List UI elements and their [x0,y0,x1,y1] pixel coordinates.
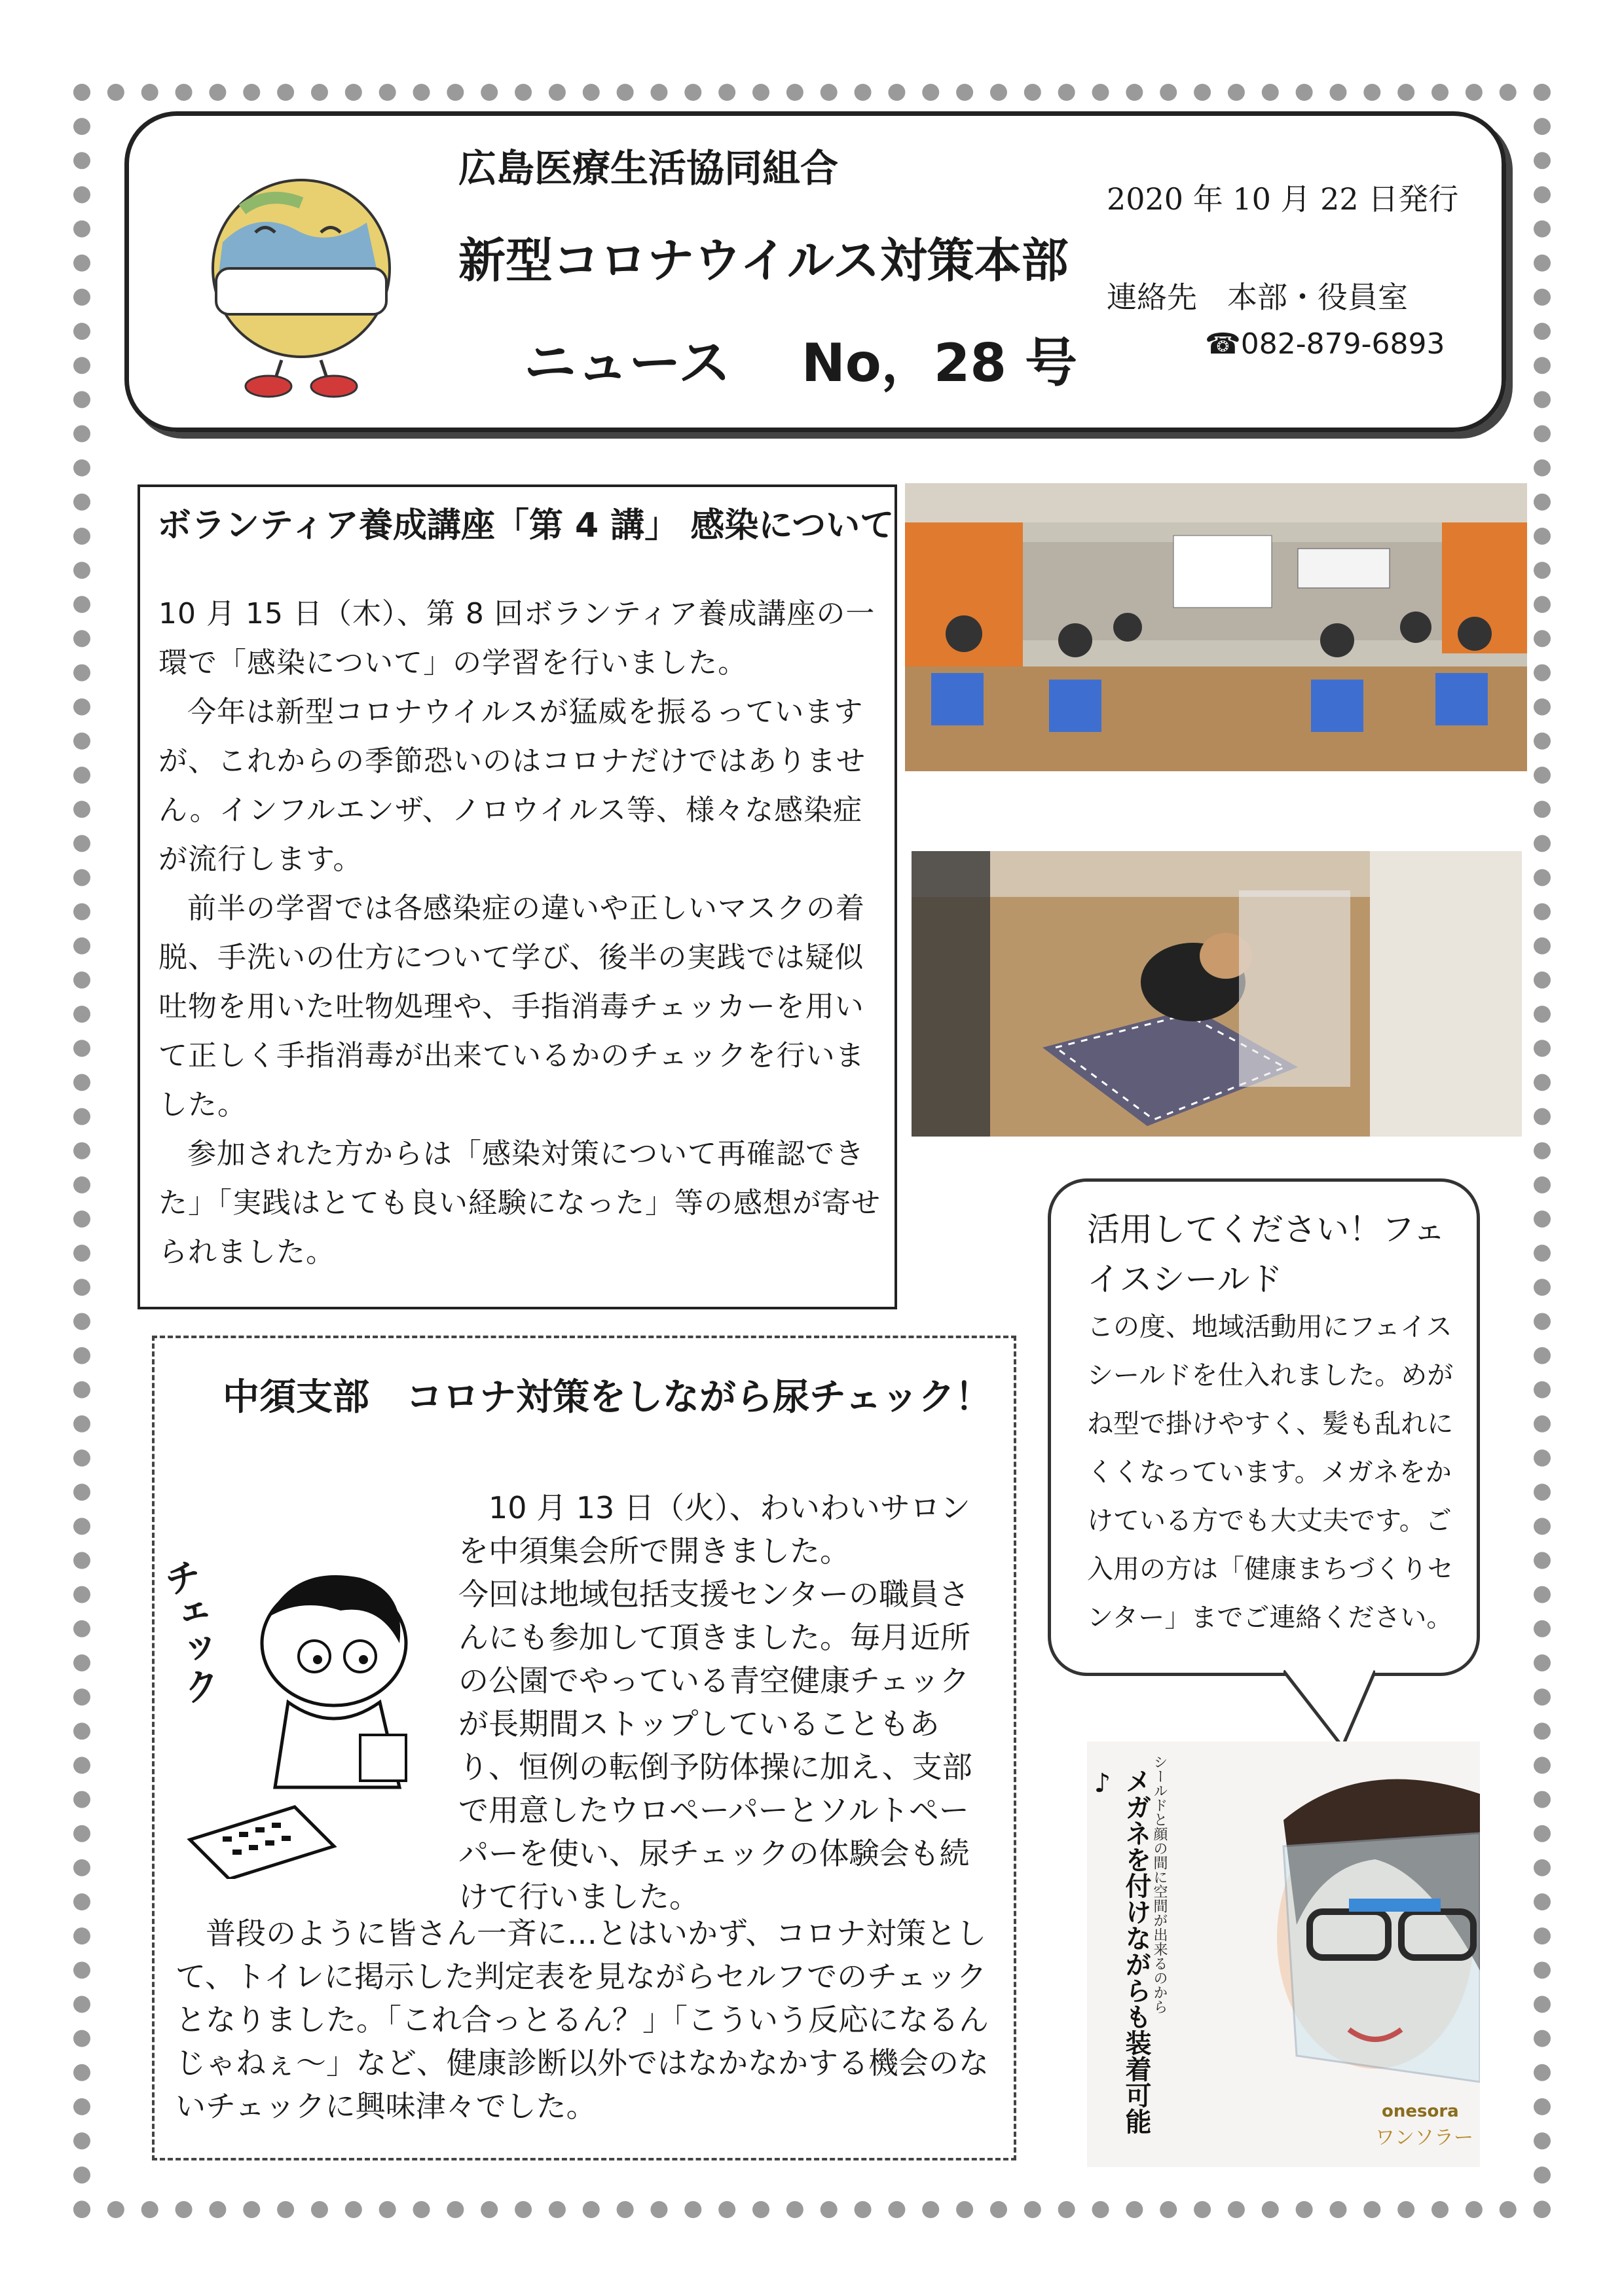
article1-paragraph: 今年は新型コロナウイルスが猛威を振るっていますが、これからの季節恐いのはコロナだけではありません。インフルエンザ、ノロウイルス等、様々な感染症が流行します。 [158,695,866,876]
issue-date: 2020 年 10 月 22 日発行 [1107,181,1459,217]
mascot-globe-icon [196,170,413,406]
classroom-image [905,483,1527,771]
article1-paragraph: 前半の学習では各感染症の違いや正しいマスクの着脱、手洗いの仕方について学び、後半の実践では疑似吐物を用いた吐物処理や、手指消毒チェッカーを用いて正しく手指消毒が出来ているかのチェックを行いました。 [158,892,865,1121]
bubble-title: 活用してください！フェイスシールド [1087,1211,1446,1298]
article2-title: 中須支部 コロナ対策をしながら尿チェック！ [223,1376,992,1419]
hq-name: 新型コロナウイルス対策本部 [458,233,1069,288]
article2-paragraph: 10 月 13 日（火）、わいわいサロンを中須集会所で開きました。 [458,1490,970,1569]
article2-body-top [458,1486,995,1918]
contact-label: 連絡先 本部・役員室 [1107,280,1408,315]
article2-body-bottom [175,1912,994,2128]
product-caption-main: メガネを付けながらも装着可能♪ [1087,1768,1152,2134]
check-label: チェック [156,1555,224,1708]
product-logo-jp: ワンソラー [1375,2126,1473,2149]
article1-title: ボランティア養成講座「第 4 講」 感染について [157,506,895,545]
bubble-tail-icon [1283,1668,1375,1747]
article1-paragraph: 参加された方からは「感染対策について再確認できた」「実践はとても良い経験になった」等の感想が寄せられました。 [158,1137,881,1269]
practice-image [912,851,1522,1137]
bubble-body: この度、地域活動用にフェイスシールドを仕入れました。めがね型で掛けやすく、髪も乱れにくくなっています。メガネをかけている方でも大丈夫です。ご入用の方は「健康まちづくりセンター」までご連絡ください。 [1087,1312,1454,1633]
news-number: ニュース No，28 号 [524,333,1077,393]
article2-paragraph: 今回は地域包括支援センターの職員さんにも参加して頂きました。毎月近所の公園でやっている青空健康チェックが長期間ストップしていることもあり、恒例の転倒予防体操に加え、支部で用意したウロペーパーとソルトペーパーを使い、尿チェックの体験会も続けて行いました。 [458,1576,972,1914]
article1-paragraph: 10 月 15 日（木）、第 8 回ボランティア養成講座の一環で「感染について」の学習を行いました。 [158,597,876,680]
product-caption-sub: シールドと顔の間に空間が出来るのから [1151,1755,1168,2014]
classroom-photo [905,483,1527,771]
product-logo-en: onesora [1382,2102,1459,2121]
article1-body [158,589,885,1277]
contact-phone: ☎082-879-6893 [1205,327,1445,361]
org-name: 広島医療生活協同組合 [458,146,839,191]
article2-paragraph: 普段のように皆さん一斉に…とはいかず、コロナ対策として、トイレに掲示した判定表を見ながらセルフでのチェックとなりました。「これ合っとるん？」「こういう反応になるんじゃねぇ～」など、健康診断以外ではなかなかする機会のないチェックに興味津々でした。 [175,1916,989,2124]
practice-photo [912,851,1522,1137]
